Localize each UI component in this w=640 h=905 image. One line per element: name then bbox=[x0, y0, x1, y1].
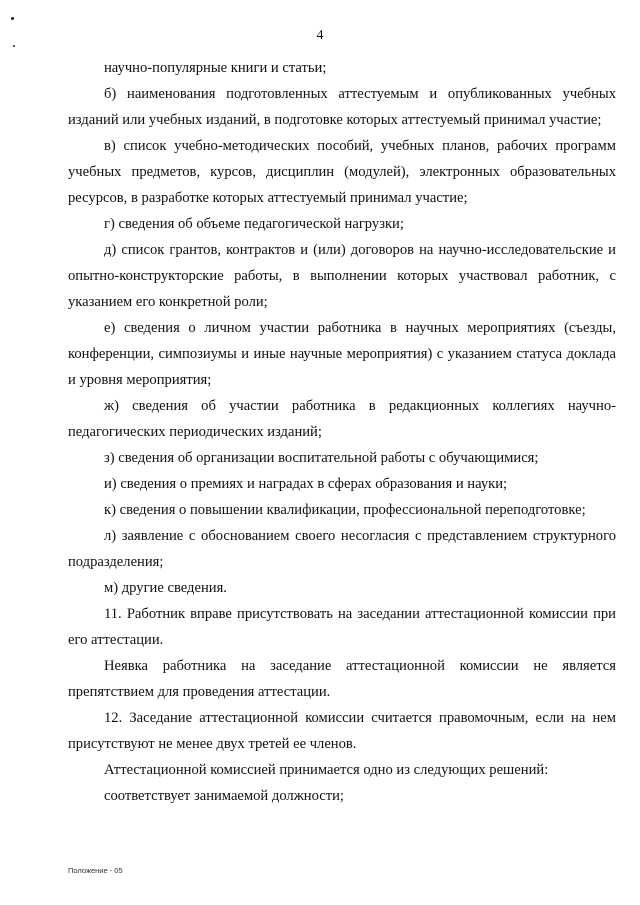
paragraph: г) сведения об объеме педагогической нагрузки; bbox=[104, 216, 404, 232]
paragraph: л) заявление с обоснованием своего несогласия с представлением структурного подразделения; bbox=[68, 528, 616, 570]
paragraph: и) сведения о премиях и наградах в сферах образования и науки; bbox=[104, 476, 508, 492]
scan-speck bbox=[11, 17, 14, 20]
page-number: 4 bbox=[316, 28, 324, 43]
document-body bbox=[68, 55, 616, 809]
paragraph: 12. Заседание аттестационной комиссии считается правомочным, если на нем присутствуют не менее двух третей ее членов. bbox=[68, 710, 616, 752]
paragraph: Аттестационной комиссией принимается одно из следующих решений: bbox=[104, 762, 549, 778]
paragraph: 11. Работник вправе присутствовать на заседании аттестационной комиссии при его аттестации. bbox=[68, 606, 616, 648]
paragraph: д) список грантов, контрактов и (или) договоров на научно-исследовательские и опытно-конструкторские работы, в выполнении которых участвовал работник, с указанием его конкретной роли; bbox=[68, 242, 616, 310]
paragraph: Неявка работника на заседание аттестационной комиссии не является препятствием для проведения аттестации. bbox=[68, 658, 616, 700]
footer-doc-code: Положение - 05 bbox=[68, 866, 123, 875]
paragraph: м) другие сведения. bbox=[104, 580, 227, 596]
paragraph: научно-популярные книги и статьи; bbox=[104, 60, 327, 76]
paragraph: з) сведения об организации воспитательной работы с обучающимися; bbox=[104, 450, 539, 466]
paragraph: соответствует занимаемой должности; bbox=[104, 788, 344, 804]
paragraph: е) сведения о личном участии работника в научных мероприятиях (съезды, конференции, симпозиумы и иные научные мероприятия) с указанием статуса доклада и уровня мероприятия; bbox=[68, 320, 616, 388]
paragraph: в) список учебно-методических пособий, учебных планов, рабочих программ учебных предметов, курсов, дисциплин (модулей), электронных образовательных ресурсов, в разработке которых аттестуемый принимал участие; bbox=[68, 138, 616, 206]
paragraph: к) сведения о повышении квалификации, профессиональной переподготовке; bbox=[104, 502, 586, 518]
scan-speck bbox=[13, 45, 15, 47]
paragraph: б) наименования подготовленных аттестуемым и опубликованных учебных изданий или учебных изданий, в подготовке которых аттестуемый принимал участие; bbox=[68, 86, 616, 128]
paragraph: ж) сведения об участии работника в редакционных коллегиях научно-педагогических периодических изданий; bbox=[68, 398, 616, 440]
